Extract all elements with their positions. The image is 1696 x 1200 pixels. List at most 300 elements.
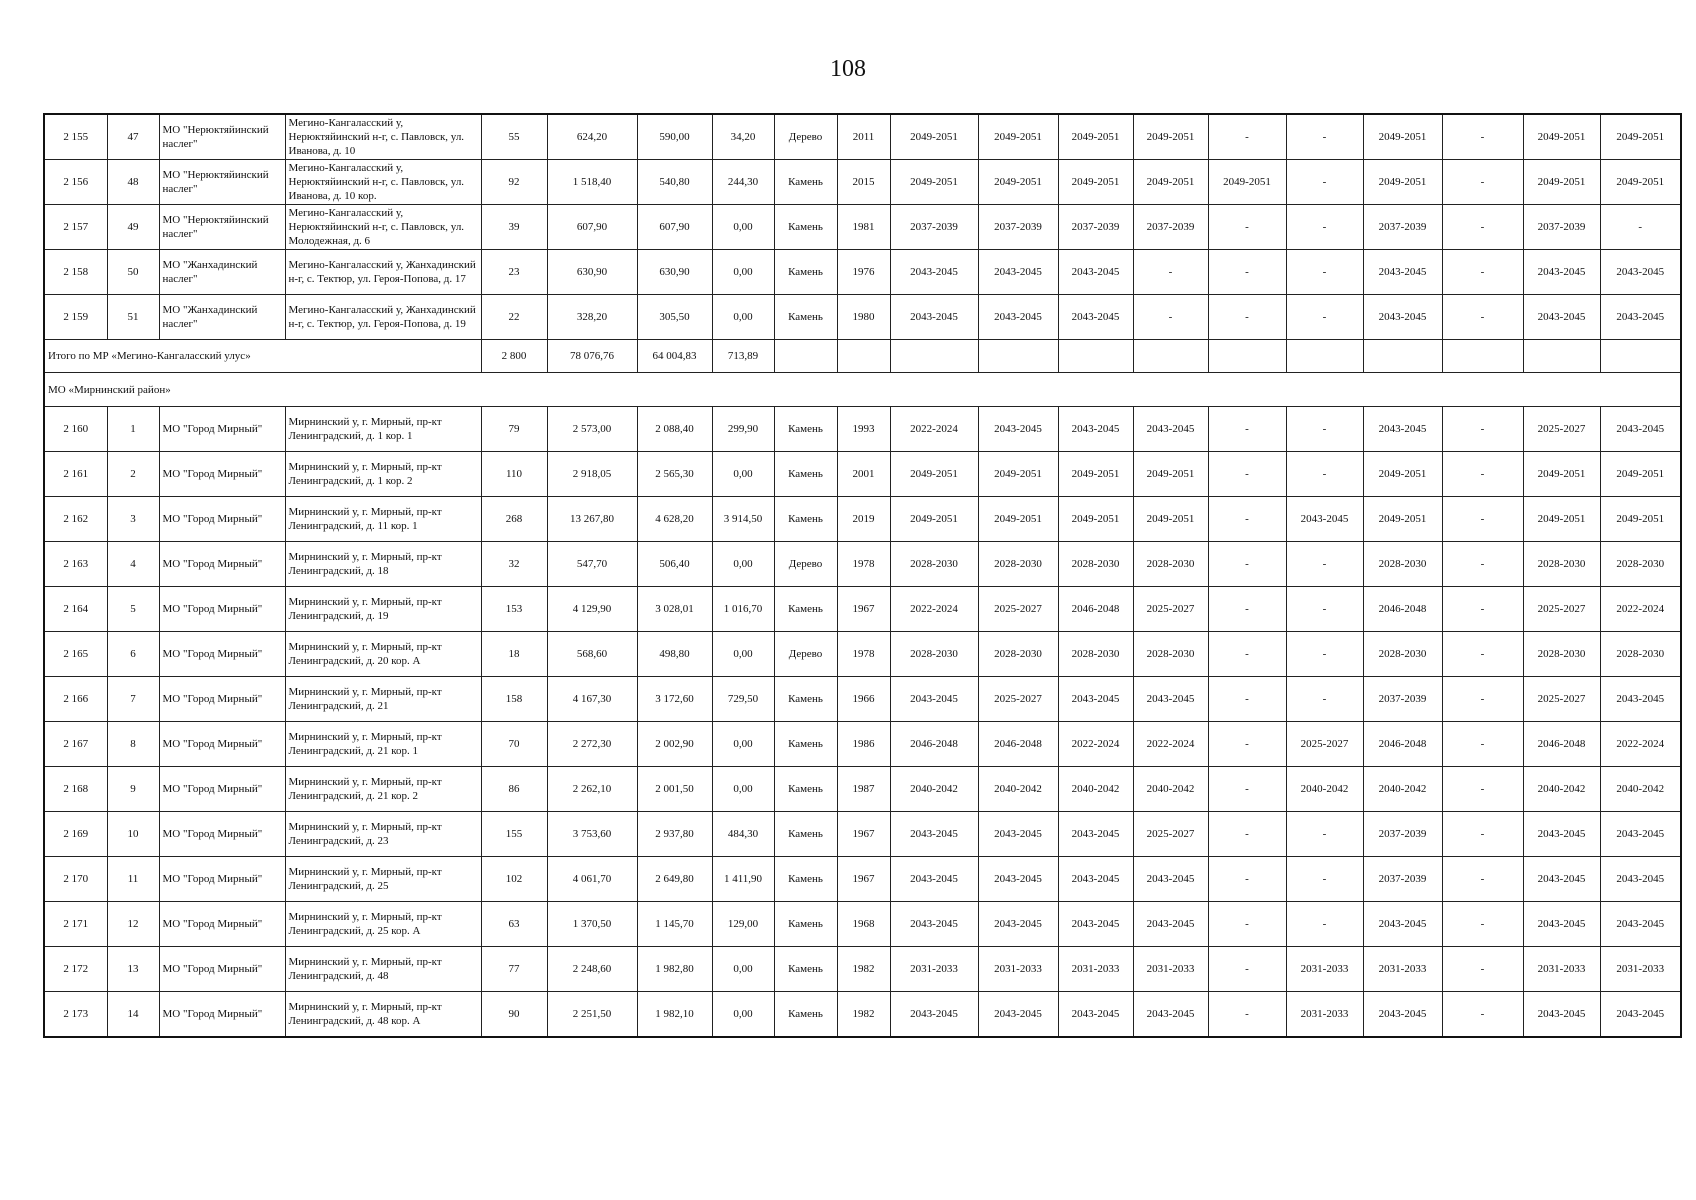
cell-area-total: 2 272,30: [547, 722, 637, 767]
cell-area-private: 0,00: [712, 947, 774, 992]
cell-build-year: 1968: [837, 902, 890, 947]
cell-term-10: 2043-2045: [1600, 992, 1681, 1038]
cell-build-year: 2015: [837, 160, 890, 205]
cell-term-8: -: [1442, 542, 1523, 587]
cell-local-number: 12: [107, 902, 159, 947]
cell-residents: 86: [481, 767, 547, 812]
cell-address: Мегино-Кангаласский у, Жанхадинский н-г, с. Тектюр, ул. Героя-Попова, д. 17: [285, 250, 481, 295]
cell-municipality: МО "Город Мирный": [159, 542, 285, 587]
table-row: [44, 295, 1681, 340]
cell-term-4: -: [1133, 250, 1208, 295]
total-area-private: 713,89: [712, 340, 774, 373]
cell-term-6: -: [1286, 632, 1363, 677]
cell-row-number: 2 166: [44, 677, 107, 722]
total-residents: 2 800: [481, 340, 547, 373]
cell-wall-material: Дерево: [774, 542, 837, 587]
cell-term-10: 2043-2045: [1600, 250, 1681, 295]
cell-term-7: 2043-2045: [1363, 902, 1442, 947]
table-row: [44, 992, 1681, 1038]
cell-term-9: 2043-2045: [1523, 857, 1600, 902]
cell-municipality: МО "Город Мирный": [159, 587, 285, 632]
cell-term-5: -: [1208, 722, 1286, 767]
cell-term-3: 2043-2045: [1058, 812, 1133, 857]
cell-area-municipal: 2 001,50: [637, 767, 712, 812]
cell-term-3: 2022-2024: [1058, 722, 1133, 767]
cell-address: Мирнинский у, г. Мирный, пр-кт Ленинградский, д. 1 кор. 2: [285, 452, 481, 497]
cell-term-3: 2049-2051: [1058, 160, 1133, 205]
cell-area-total: 13 267,80: [547, 497, 637, 542]
cell-term-3: 2043-2045: [1058, 857, 1133, 902]
cell-wall-material: Камень: [774, 812, 837, 857]
total-empty-cell: [1523, 340, 1600, 373]
cell-term-7: 2037-2039: [1363, 677, 1442, 722]
cell-area-total: 2 248,60: [547, 947, 637, 992]
cell-local-number: 9: [107, 767, 159, 812]
cell-area-total: 3 753,60: [547, 812, 637, 857]
cell-residents: 70: [481, 722, 547, 767]
cell-local-number: 7: [107, 677, 159, 722]
cell-municipality: МО "Город Мирный": [159, 407, 285, 452]
cell-area-municipal: 2 002,90: [637, 722, 712, 767]
cell-residents: 102: [481, 857, 547, 902]
cell-term-2: 2049-2051: [978, 160, 1058, 205]
cell-address: Мирнинский у, г. Мирный, пр-кт Ленинградский, д. 19: [285, 587, 481, 632]
cell-term-3: 2028-2030: [1058, 632, 1133, 677]
cell-term-3: 2028-2030: [1058, 542, 1133, 587]
cell-term-5: -: [1208, 114, 1286, 160]
cell-term-1: 2031-2033: [890, 947, 978, 992]
cell-area-private: 0,00: [712, 992, 774, 1038]
cell-term-8: -: [1442, 992, 1523, 1038]
cell-term-3: 2031-2033: [1058, 947, 1133, 992]
cell-residents: 158: [481, 677, 547, 722]
cell-term-8: -: [1442, 722, 1523, 767]
table-row: [44, 250, 1681, 295]
cell-term-10: 2028-2030: [1600, 632, 1681, 677]
cell-residents: 55: [481, 114, 547, 160]
cell-address: Мирнинский у, г. Мирный, пр-кт Ленинградский, д. 21 кор. 1: [285, 722, 481, 767]
cell-area-total: 4 129,90: [547, 587, 637, 632]
cell-area-municipal: 540,80: [637, 160, 712, 205]
cell-address: Мирнинский у, г. Мирный, пр-кт Ленинградский, д. 20 кор. А: [285, 632, 481, 677]
cell-term-4: 2049-2051: [1133, 114, 1208, 160]
section-row: [44, 373, 1681, 407]
cell-wall-material: Камень: [774, 295, 837, 340]
cell-term-8: -: [1442, 497, 1523, 542]
cell-area-municipal: 498,80: [637, 632, 712, 677]
cell-term-10: 2028-2030: [1600, 542, 1681, 587]
cell-wall-material: Камень: [774, 497, 837, 542]
cell-area-municipal: 3 172,60: [637, 677, 712, 722]
cell-row-number: 2 173: [44, 992, 107, 1038]
cell-term-8: -: [1442, 947, 1523, 992]
cell-row-number: 2 171: [44, 902, 107, 947]
cell-residents: 22: [481, 295, 547, 340]
table-row: [44, 857, 1681, 902]
cell-residents: 63: [481, 902, 547, 947]
cell-term-10: 2049-2051: [1600, 160, 1681, 205]
cell-municipality: МО "Нерюктяйинский наслег": [159, 205, 285, 250]
cell-row-number: 2 170: [44, 857, 107, 902]
cell-wall-material: Камень: [774, 677, 837, 722]
cell-build-year: 1986: [837, 722, 890, 767]
cell-row-number: 2 160: [44, 407, 107, 452]
cell-residents: 39: [481, 205, 547, 250]
cell-build-year: 1967: [837, 812, 890, 857]
cell-term-7: 2028-2030: [1363, 542, 1442, 587]
cell-municipality: МО "Жанхадинский наслег": [159, 295, 285, 340]
cell-local-number: 11: [107, 857, 159, 902]
cell-row-number: 2 156: [44, 160, 107, 205]
cell-term-9: 2049-2051: [1523, 114, 1600, 160]
cell-term-2: 2043-2045: [978, 857, 1058, 902]
total-empty-cell: [890, 340, 978, 373]
cell-local-number: 3: [107, 497, 159, 542]
cell-area-total: 4 167,30: [547, 677, 637, 722]
cell-term-5: -: [1208, 542, 1286, 587]
cell-local-number: 47: [107, 114, 159, 160]
total-empty-cell: [837, 340, 890, 373]
cell-wall-material: Камень: [774, 250, 837, 295]
cell-term-8: -: [1442, 205, 1523, 250]
cell-wall-material: Камень: [774, 992, 837, 1038]
cell-term-6: -: [1286, 295, 1363, 340]
cell-term-5: -: [1208, 767, 1286, 812]
cell-term-8: -: [1442, 857, 1523, 902]
cell-term-7: 2043-2045: [1363, 407, 1442, 452]
cell-municipality: МО "Жанхадинский наслег": [159, 250, 285, 295]
cell-local-number: 48: [107, 160, 159, 205]
cell-term-1: 2043-2045: [890, 677, 978, 722]
cell-term-6: -: [1286, 452, 1363, 497]
cell-term-2: 2028-2030: [978, 632, 1058, 677]
cell-area-municipal: 590,00: [637, 114, 712, 160]
cell-residents: 268: [481, 497, 547, 542]
cell-term-7: 2043-2045: [1363, 992, 1442, 1038]
cell-term-9: 2025-2027: [1523, 677, 1600, 722]
cell-wall-material: Камень: [774, 160, 837, 205]
cell-term-10: 2022-2024: [1600, 722, 1681, 767]
cell-term-2: 2049-2051: [978, 497, 1058, 542]
cell-term-4: 2049-2051: [1133, 160, 1208, 205]
cell-address: Мирнинский у, г. Мирный, пр-кт Ленинградский, д. 21: [285, 677, 481, 722]
cell-term-8: -: [1442, 407, 1523, 452]
cell-term-9: 2049-2051: [1523, 497, 1600, 542]
cell-term-6: 2043-2045: [1286, 497, 1363, 542]
cell-municipality: МО "Город Мирный": [159, 947, 285, 992]
cell-municipality: МО "Город Мирный": [159, 812, 285, 857]
cell-area-total: 624,20: [547, 114, 637, 160]
cell-term-9: 2043-2045: [1523, 812, 1600, 857]
cell-local-number: 6: [107, 632, 159, 677]
cell-address: Мирнинский у, г. Мирный, пр-кт Ленинградский, д. 25: [285, 857, 481, 902]
cell-term-5: -: [1208, 587, 1286, 632]
cell-term-1: 2046-2048: [890, 722, 978, 767]
cell-term-3: 2043-2045: [1058, 407, 1133, 452]
cell-term-1: 2022-2024: [890, 587, 978, 632]
cell-term-7: 2049-2051: [1363, 160, 1442, 205]
cell-term-4: 2028-2030: [1133, 632, 1208, 677]
table-row: [44, 812, 1681, 857]
table-row: [44, 902, 1681, 947]
cell-term-8: -: [1442, 295, 1523, 340]
cell-area-municipal: 4 628,20: [637, 497, 712, 542]
cell-term-6: -: [1286, 587, 1363, 632]
cell-row-number: 2 155: [44, 114, 107, 160]
cell-row-number: 2 164: [44, 587, 107, 632]
cell-area-total: 2 251,50: [547, 992, 637, 1038]
cell-term-8: -: [1442, 632, 1523, 677]
cell-area-municipal: 1 982,10: [637, 992, 712, 1038]
cell-term-5: -: [1208, 407, 1286, 452]
cell-wall-material: Камень: [774, 857, 837, 902]
cell-row-number: 2 168: [44, 767, 107, 812]
cell-term-7: 2046-2048: [1363, 587, 1442, 632]
cell-term-9: 2043-2045: [1523, 295, 1600, 340]
total-empty-cell: [1133, 340, 1208, 373]
cell-term-9: 2040-2042: [1523, 767, 1600, 812]
cell-term-8: -: [1442, 587, 1523, 632]
cell-term-7: 2040-2042: [1363, 767, 1442, 812]
cell-term-4: 2043-2045: [1133, 407, 1208, 452]
cell-term-8: -: [1442, 452, 1523, 497]
cell-term-7: 2028-2030: [1363, 632, 1442, 677]
table-row: [44, 677, 1681, 722]
cell-area-total: 2 573,00: [547, 407, 637, 452]
cell-municipality: МО "Город Мирный": [159, 857, 285, 902]
cell-term-2: 2028-2030: [978, 542, 1058, 587]
cell-area-private: 34,20: [712, 114, 774, 160]
cell-row-number: 2 165: [44, 632, 107, 677]
cell-term-2: 2025-2027: [978, 677, 1058, 722]
cell-term-4: 2043-2045: [1133, 677, 1208, 722]
cell-term-4: 2049-2051: [1133, 452, 1208, 497]
cell-wall-material: Камень: [774, 452, 837, 497]
cell-term-7: 2037-2039: [1363, 205, 1442, 250]
cell-term-1: 2037-2039: [890, 205, 978, 250]
cell-row-number: 2 158: [44, 250, 107, 295]
cell-term-4: 2022-2024: [1133, 722, 1208, 767]
cell-wall-material: Дерево: [774, 632, 837, 677]
cell-term-9: 2031-2033: [1523, 947, 1600, 992]
cell-area-private: 729,50: [712, 677, 774, 722]
cell-build-year: 1982: [837, 992, 890, 1038]
cell-term-7: 2046-2048: [1363, 722, 1442, 767]
cell-residents: 155: [481, 812, 547, 857]
cell-area-total: 547,70: [547, 542, 637, 587]
cell-term-7: 2037-2039: [1363, 812, 1442, 857]
cell-term-10: 2043-2045: [1600, 902, 1681, 947]
cell-term-10: 2049-2051: [1600, 497, 1681, 542]
cell-address: Мегино-Кангаласский у, Нерюктяйинский н-г, с. Павловск, ул. Иванова, д. 10: [285, 114, 481, 160]
cell-term-8: -: [1442, 767, 1523, 812]
total-label: Итого по МР «Мегино-Кангаласский улус»: [44, 340, 481, 373]
total-row-group: [44, 340, 1681, 407]
cell-term-2: 2043-2045: [978, 902, 1058, 947]
total-area: 78 076,76: [547, 340, 637, 373]
cell-municipality: МО "Город Мирный": [159, 767, 285, 812]
cell-term-2: 2031-2033: [978, 947, 1058, 992]
section-title: МО «Мирнинский район»: [44, 373, 1681, 407]
cell-term-1: 2043-2045: [890, 812, 978, 857]
cell-row-number: 2 159: [44, 295, 107, 340]
cell-term-10: 2031-2033: [1600, 947, 1681, 992]
cell-term-9: 2028-2030: [1523, 542, 1600, 587]
cell-area-total: 568,60: [547, 632, 637, 677]
cell-row-number: 2 157: [44, 205, 107, 250]
cell-area-private: 1 016,70: [712, 587, 774, 632]
total-empty-cell: [1600, 340, 1681, 373]
cell-build-year: 1981: [837, 205, 890, 250]
cell-term-10: 2040-2042: [1600, 767, 1681, 812]
cell-term-4: 2040-2042: [1133, 767, 1208, 812]
cell-term-5: -: [1208, 947, 1286, 992]
cell-term-3: 2037-2039: [1058, 205, 1133, 250]
cell-term-6: -: [1286, 205, 1363, 250]
cell-municipality: МО "Город Мирный": [159, 677, 285, 722]
cell-term-5: -: [1208, 295, 1286, 340]
cell-term-10: 2049-2051: [1600, 452, 1681, 497]
cell-term-6: -: [1286, 677, 1363, 722]
cell-term-2: 2043-2045: [978, 295, 1058, 340]
cell-area-private: 1 411,90: [712, 857, 774, 902]
cell-term-2: 2025-2027: [978, 587, 1058, 632]
total-empty-cell: [978, 340, 1058, 373]
total-row: [44, 340, 1681, 373]
cell-municipality: МО "Нерюктяйинский наслег": [159, 114, 285, 160]
cell-build-year: 1966: [837, 677, 890, 722]
cell-address: Мирнинский у, г. Мирный, пр-кт Ленинградский, д. 23: [285, 812, 481, 857]
cell-term-6: 2031-2033: [1286, 992, 1363, 1038]
cell-term-3: 2049-2051: [1058, 497, 1133, 542]
total-empty-cell: [1208, 340, 1286, 373]
cell-local-number: 13: [107, 947, 159, 992]
cell-term-4: 2025-2027: [1133, 812, 1208, 857]
cell-area-private: 0,00: [712, 767, 774, 812]
cell-term-3: 2043-2045: [1058, 250, 1133, 295]
cell-term-3: 2040-2042: [1058, 767, 1133, 812]
cell-municipality: МО "Город Мирный": [159, 632, 285, 677]
cell-term-3: 2046-2048: [1058, 587, 1133, 632]
cell-term-7: 2043-2045: [1363, 250, 1442, 295]
cell-area-total: 328,20: [547, 295, 637, 340]
table-row: [44, 114, 1681, 160]
cell-term-1: 2043-2045: [890, 902, 978, 947]
cell-build-year: 1982: [837, 947, 890, 992]
cell-term-9: 2043-2045: [1523, 902, 1600, 947]
cell-local-number: 10: [107, 812, 159, 857]
cell-wall-material: Камень: [774, 767, 837, 812]
cell-term-9: 2043-2045: [1523, 992, 1600, 1038]
register-table: [43, 113, 1682, 1038]
cell-term-1: 2028-2030: [890, 542, 978, 587]
cell-area-total: 2 918,05: [547, 452, 637, 497]
cell-address: Мегино-Кангаласский у, Нерюктяйинский н-г, с. Павловск, ул. Молодежная, д. 6: [285, 205, 481, 250]
cell-term-2: 2043-2045: [978, 992, 1058, 1038]
cell-term-1: 2043-2045: [890, 992, 978, 1038]
cell-term-6: -: [1286, 114, 1363, 160]
cell-area-municipal: 506,40: [637, 542, 712, 587]
cell-term-7: 2049-2051: [1363, 114, 1442, 160]
cell-address: Мирнинский у, г. Мирный, пр-кт Ленинградский, д. 48: [285, 947, 481, 992]
cell-term-1: 2049-2051: [890, 452, 978, 497]
cell-term-8: -: [1442, 114, 1523, 160]
cell-term-4: 2049-2051: [1133, 497, 1208, 542]
cell-term-3: 2043-2045: [1058, 295, 1133, 340]
table-row: [44, 632, 1681, 677]
table-row: [44, 497, 1681, 542]
cell-term-1: 2043-2045: [890, 857, 978, 902]
cell-term-5: -: [1208, 250, 1286, 295]
cell-area-private: 0,00: [712, 295, 774, 340]
cell-term-5: -: [1208, 902, 1286, 947]
cell-residents: 153: [481, 587, 547, 632]
total-empty-cell: [774, 340, 837, 373]
cell-build-year: 1978: [837, 632, 890, 677]
cell-term-4: 2025-2027: [1133, 587, 1208, 632]
cell-row-number: 2 161: [44, 452, 107, 497]
cell-term-5: -: [1208, 677, 1286, 722]
cell-term-2: 2037-2039: [978, 205, 1058, 250]
cell-area-total: 1 370,50: [547, 902, 637, 947]
cell-term-10: 2043-2045: [1600, 677, 1681, 722]
cell-term-5: -: [1208, 992, 1286, 1038]
cell-municipality: МО "Город Мирный": [159, 722, 285, 767]
cell-municipality: МО "Город Мирный": [159, 992, 285, 1038]
cell-term-8: -: [1442, 677, 1523, 722]
cell-term-7: 2049-2051: [1363, 497, 1442, 542]
cell-row-number: 2 163: [44, 542, 107, 587]
cell-municipality: МО "Город Мирный": [159, 497, 285, 542]
cell-municipality: МО "Город Мирный": [159, 902, 285, 947]
cell-term-4: 2043-2045: [1133, 992, 1208, 1038]
cell-term-3: 2043-2045: [1058, 677, 1133, 722]
cell-term-9: 2025-2027: [1523, 587, 1600, 632]
cell-area-private: 0,00: [712, 542, 774, 587]
cell-residents: 79: [481, 407, 547, 452]
cell-term-5: 2049-2051: [1208, 160, 1286, 205]
page-number: 108: [830, 56, 866, 82]
cell-term-9: 2049-2051: [1523, 160, 1600, 205]
cell-term-9: 2049-2051: [1523, 452, 1600, 497]
cell-row-number: 2 167: [44, 722, 107, 767]
cell-address: Мирнинский у, г. Мирный, пр-кт Ленинградский, д. 11 кор. 1: [285, 497, 481, 542]
cell-term-1: 2049-2051: [890, 114, 978, 160]
cell-term-10: -: [1600, 205, 1681, 250]
table-row: [44, 587, 1681, 632]
cell-row-number: 2 162: [44, 497, 107, 542]
cell-term-5: -: [1208, 452, 1286, 497]
table-row: [44, 767, 1681, 812]
cell-term-2: 2046-2048: [978, 722, 1058, 767]
cell-area-municipal: 305,50: [637, 295, 712, 340]
cell-wall-material: Камень: [774, 947, 837, 992]
cell-residents: 110: [481, 452, 547, 497]
cell-term-6: 2040-2042: [1286, 767, 1363, 812]
cell-area-municipal: 1 982,80: [637, 947, 712, 992]
cell-term-1: 2049-2051: [890, 497, 978, 542]
cell-area-total: 630,90: [547, 250, 637, 295]
cell-build-year: 1987: [837, 767, 890, 812]
cell-term-5: -: [1208, 857, 1286, 902]
cell-residents: 32: [481, 542, 547, 587]
cell-area-municipal: 2 088,40: [637, 407, 712, 452]
cell-term-9: 2028-2030: [1523, 632, 1600, 677]
rows-bottom: [44, 407, 1681, 1038]
cell-term-2: 2040-2042: [978, 767, 1058, 812]
cell-term-8: -: [1442, 812, 1523, 857]
cell-term-3: 2043-2045: [1058, 902, 1133, 947]
